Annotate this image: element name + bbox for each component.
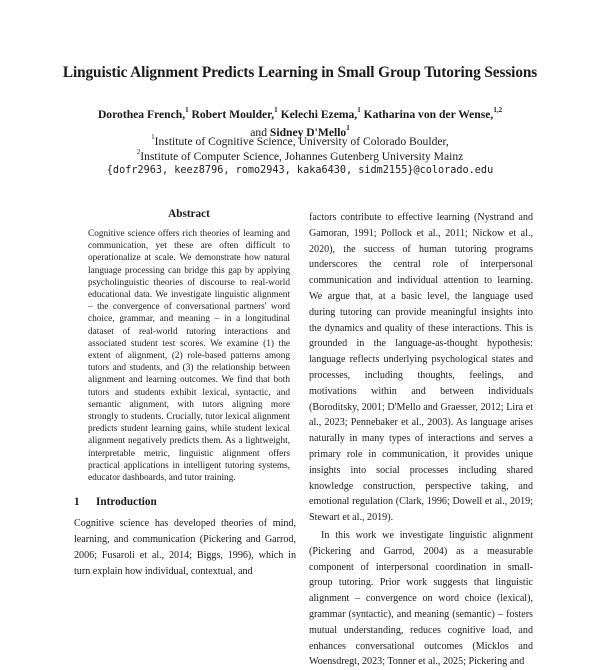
left-column — [74, 208, 296, 579]
abstract-body: Cognitive science offers rich theories of learning and communication, yet these are often difficult to operationalize at scale. We demonstrate how natural language processing can bridge this gap by applying psycholinguistic theories of discourse to real-world educational data. We investigate linguistic alignment – the convergence of conversational partners' word choice, grammar, and meaning – in a longitudinal dataset of real-world tutoring interactions and associated student test scores. We examine (1) the extent of alignment, (2) role-based patterns among tutors and students, and (3) the relationship between alignment and learning outcomes. We find that both tutors and students exhibit lexical, syntactic, and semantic alignment, with tutors aligning more strongly to students. Crucially, tutor lexical alignment predicts student learning gains, while student lexical alignment negatively predicts them. As a lightweight, interpretable metric, linguistic alignment offers practical applications in intelligent tutoring systems, educator dashboards, and tutor training. — [88, 229, 290, 484]
author-name: Katharina von der Wense, — [363, 107, 494, 121]
section-number: 1 — [74, 496, 80, 509]
affiliation-mark: 2 — [136, 148, 141, 156]
affiliation-mark: 1 — [151, 133, 155, 141]
right-column — [309, 210, 533, 670]
author-name: Robert Moulder, — [191, 107, 275, 121]
author-name: Sidney D'Mello — [269, 125, 347, 139]
section-title: Introduction — [96, 496, 157, 509]
affiliation-1 — [0, 134, 600, 148]
abstract-heading: Abstract — [168, 208, 210, 220]
body-paragraph-1: factors contribute to effective learning (Nystrand and Gamoran, 1991; Pollock et al., 2011; Nickow et al., 2020), the success of human tutoring programs underscores the central role of interpersonal communication and individual attention to learning. We argue that, at a basic level, the language used during tutoring can provide meaningful insights into the dynamics and quality of these interactions. This is grounded in the language-as-thought hypothesis: language reflects underlying psychological states and processes, including thoughts, feelings, and motivations within and between individuals (Boroditsky, 2001; D'Mello and Graesser, 2012; Lira et al., 2023; Pennebaker et al., 2003). As language arises naturally in many types of interactions and serves a primary role in communication, it provides unique insights into social processes including shared knowledge construction, perspective taking, and emotional regulation (Clark, 1996; Dowell et al., 2019; Stewart et al., 2019). — [309, 212, 533, 524]
author-line-1 — [0, 104, 600, 122]
author-affiliation-mark: 1 — [274, 106, 278, 114]
affiliation-text: Institute of Cognitive Science, University of Colorado Boulder, — [154, 134, 449, 148]
affiliation-2 — [0, 149, 600, 163]
section-heading-introduction — [74, 496, 296, 508]
author-affiliation-mark: 1 — [185, 106, 189, 114]
body-paragraph-2: In this work we investigate linguistic alignment (Pickering and Garrod, 2004) as a measurable component of interpersonal coordination in small-group tutoring. Prior work suggests that linguistic alignment – convergence on word choice (lexical), grammar (syntactic), and meaning (semantic) – fosters mutual understanding, reduces cognitive load, and enhances conversational outcomes (Micklos and Woensdregt, 2023; Tonner et al., 2025; Pickering and — [309, 529, 533, 668]
author-affiliation-mark: 1,2 — [493, 106, 503, 114]
author-emails: {dofr2963, keez8796, romo2943, kaka6430, sidm2155}@colorado.edu — [106, 165, 494, 176]
introduction-paragraph: Cognitive science has developed theories of mind, learning, and communication (Pickering and Garrod, 2006; Fusaroli et al., 2014; Biggs, 1996), which in turn explain how individual, contextual, and — [74, 518, 296, 577]
affiliation-text: Institute of Computer Science, Johannes Gutenberg University Mainz — [140, 149, 464, 163]
author-affiliation-mark: 1 — [357, 106, 361, 114]
author-affiliation-mark: 1 — [346, 123, 350, 132]
author-name: Kelechi Ezema, — [280, 107, 358, 121]
author-name: Dorothea French, — [97, 107, 186, 121]
author-conjunction: and — [250, 125, 267, 139]
paper-title: Linguistic Alignment Predicts Learning in Small Group Tutoring Sessions — [62, 64, 538, 81]
